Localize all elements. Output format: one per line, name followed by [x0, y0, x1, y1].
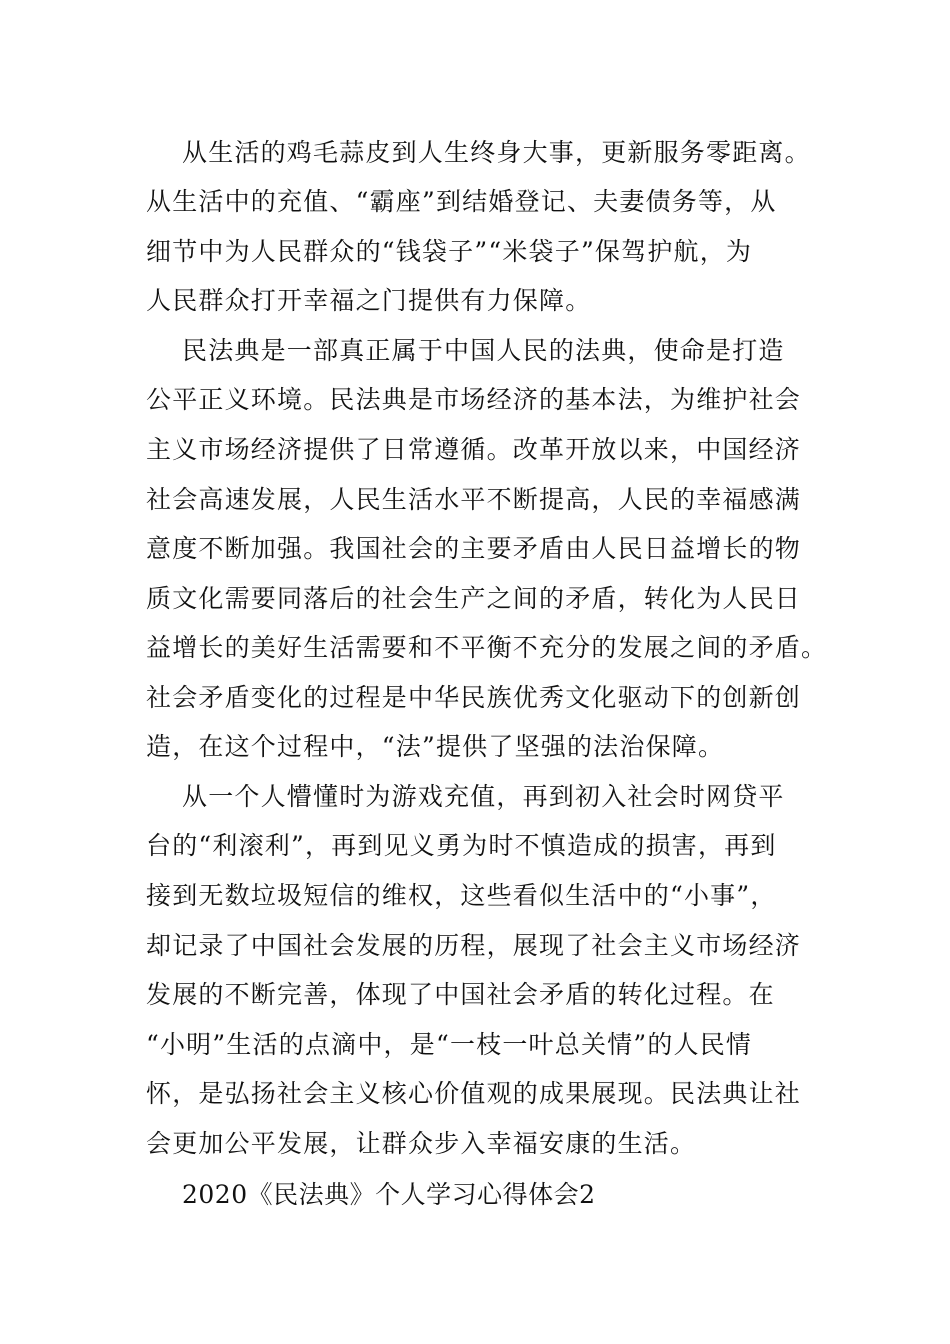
text-line: 细节中为人民群众的“钱袋子”“米袋子”保驾护航，为 — [146, 237, 753, 266]
text-line: 从生活中的充值、“霸座”到结婚登记、夫妻债务等，从 — [146, 187, 777, 216]
text-line: 社会矛盾变化的过程是中华民族优秀文化驱动下的创新创 — [146, 683, 802, 712]
text-line: 却记录了中国社会发展的历程，展现了社会主义市场经济 — [146, 931, 802, 960]
text-line: 会更加公平发展，让群众步入幸福安康的生活。 — [146, 1129, 697, 1158]
text-line: 公平正义环境。民法典是市场经济的基本法，为维护社会 — [146, 385, 802, 414]
text-line: 人民群众打开幸福之门提供有力保障。 — [146, 286, 592, 315]
text-line: 从生活的鸡毛蒜皮到人生终身大事，更新服务零距离。 — [182, 138, 811, 167]
text-line: 从一个人懵懂时为游戏充值，再到初入社会时网贷平 — [182, 782, 785, 811]
text-line: 益增长的美好生活需要和不平衡不充分的发展之间的矛盾。 — [146, 633, 828, 662]
text-line: 接到无数垃圾短信的维权，这些看似生活中的“小事”， — [146, 881, 777, 910]
text-line: 主义市场经济提供了日常遵循。改革开放以来，中国经济 — [146, 435, 802, 464]
text-line: 造，在这个过程中，“法”提供了坚强的法治保障。 — [146, 732, 725, 761]
text-line: 意度不断加强。我国社会的主要矛盾由人民日益增长的物 — [146, 534, 802, 563]
text-line: “小明”生活的点滴中，是“一枝一叶总关情”的人民情 — [146, 1030, 753, 1059]
text-line: 怀，是弘扬社会主义核心价值观的成果展现。民法典让社 — [146, 1079, 802, 1108]
text-line: 发展的不断完善，体现了中国社会矛盾的转化过程。在 — [146, 980, 775, 1009]
section-heading: 2020《民法典》个人学习心得体会2 — [182, 1180, 596, 1209]
text-line: 质文化需要同落后的社会生产之间的矛盾，转化为人民日 — [146, 584, 802, 613]
text-line: 台的“利滚利”，再到见义勇为时不慎造成的损害，再到 — [146, 831, 777, 860]
text-line: 社会高速发展，人民生活水平不断提高，人民的幸福感满 — [146, 485, 802, 514]
text-line: 民法典是一部真正属于中国人民的法典，使命是打造 — [182, 336, 785, 365]
